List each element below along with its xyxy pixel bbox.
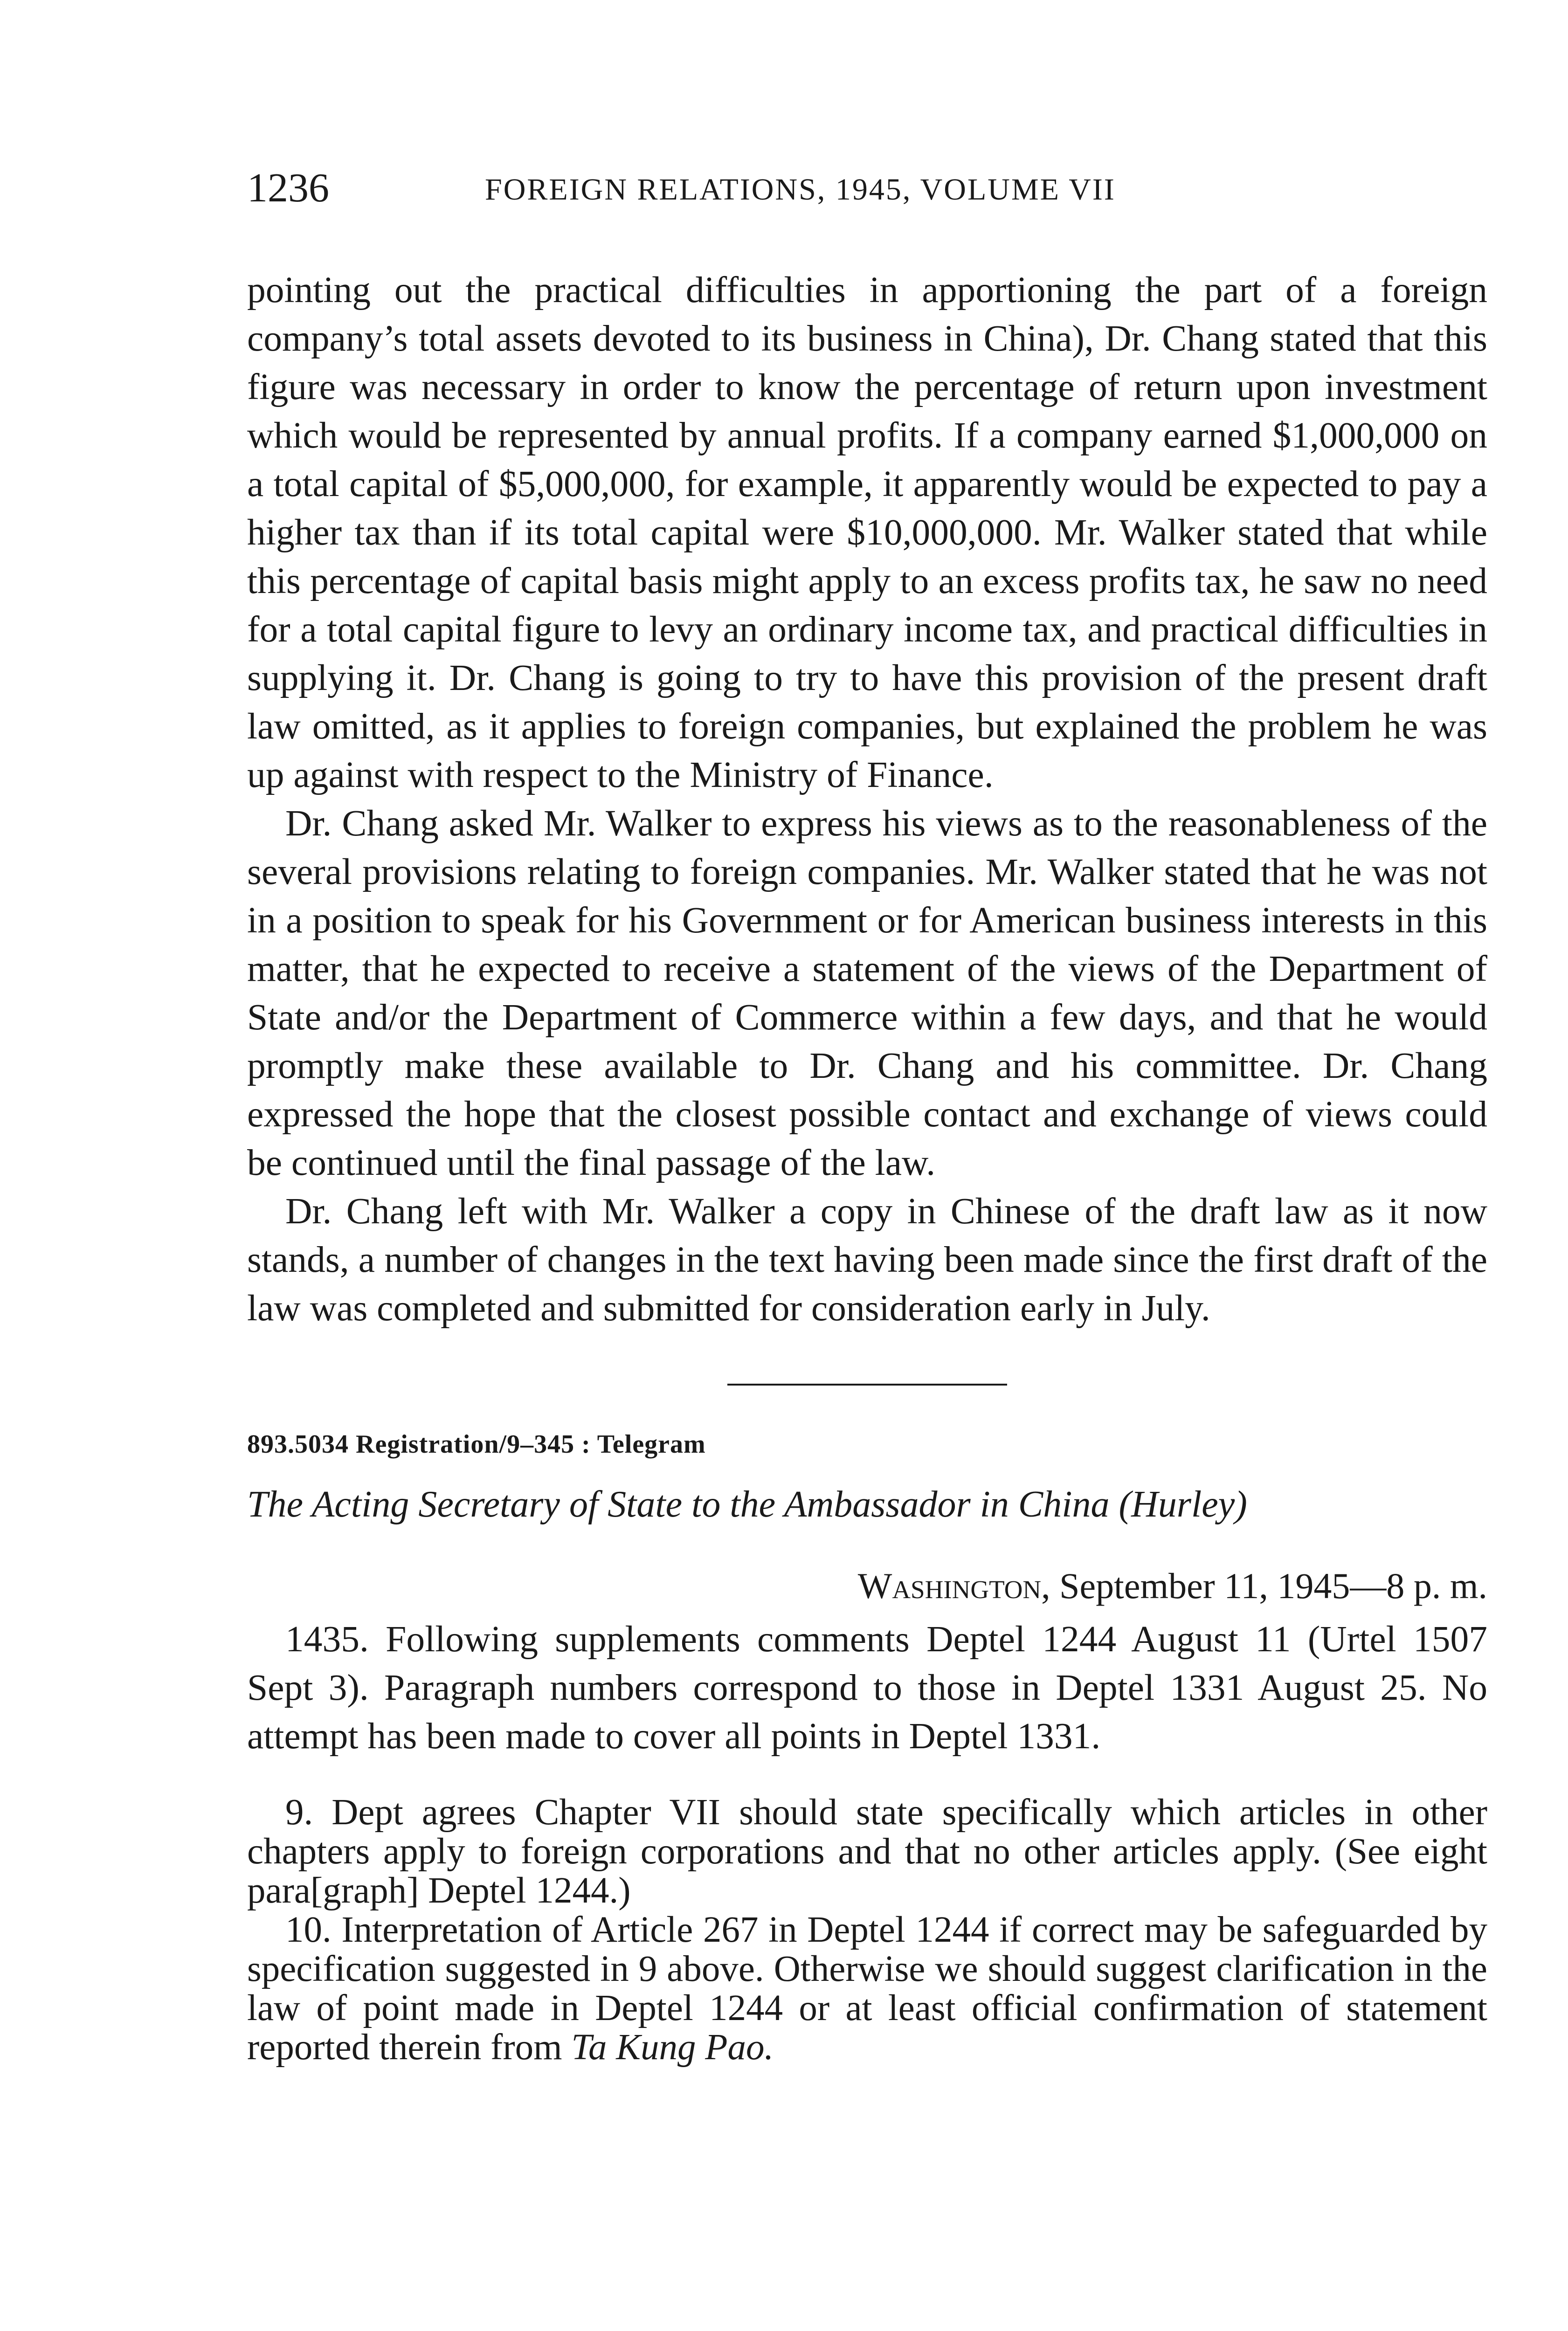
- paragraph: 1435. Following supplements comments Deptel 1244 August 11 (Urtel 1507 Sept 3). Paragraph numbers correspond to those in Deptel 1331 August 25. No attempt has been made to cover all points in Deptel 1331.: [247, 1619, 1487, 1757]
- telegram-opening: [247, 1615, 1487, 1760]
- document-heading: The Acting Secretary of State to the Ambassador in China (Hurley): [247, 1483, 1247, 1525]
- document-page: [247, 168, 1487, 2067]
- telegram-items: [247, 1793, 1487, 2067]
- paragraph-continued: pointing out the practical difficulties in apportioning the part of a foreign company’s total assets devoted to its business in China), Dr. Chang stated that this figure was necessary in order to know the percentage of return upon investment which would be represented by annual profits. If a company earned $1,000,000 on a total capital of $5,000,000, for example, it apparently would be expected to pay a higher tax than if its total capital were $10,000,000. Mr. Walker stated that while this percentage of capital basis might apply to an excess profits tax, he saw no need for a total capital figure to levy an ordinary income tax, and practical difficulties in supplying it. Dr. Chang is going to try to have this provision of the present draft law omitted, as it applies to foreign companies, but explained the problem he was up against with respect to the Ministry of Finance.: [247, 269, 1487, 795]
- paragraph: Dr. Chang left with Mr. Walker a copy in Chinese of the draft law as it now stands, a number of changes in the text having been made since the first draft of the law was completed and submitted for consideration early in July.: [247, 1191, 1487, 1329]
- page-number: 1236: [247, 166, 329, 211]
- numbered-item-10: [247, 1910, 1487, 2067]
- running-header: [247, 168, 1487, 224]
- dateline-date: , September 11, 1945—8 p. m.: [1041, 1565, 1487, 1606]
- body-text: [247, 266, 1487, 1332]
- item-10-text: 10. Interpretation of Article 267 in Deptel 1244 if correct may be safeguarded by specification suggested in 9 above. Otherwise we should suggest clarification in the law of point made in Deptel 1244 or at least official confirmation of statement reported therein from: [247, 1910, 1487, 2068]
- dateline: [247, 1564, 1487, 1608]
- paragraph: Dr. Chang asked Mr. Walker to express his views as to the reasonableness of the several provisions relating to foreign companies. Mr. Walker stated that he was not in a position to speak for his Government or for American business interests in this matter, that he expected to receive a statement of the views of the Department of State and/or the Department of Commerce within a few days, and that he would promptly make these available to Dr. Chang and his committee. Dr. Chang expressed the hope that the closest possible contact and exchange of views could be continued until the final passage of the law.: [247, 803, 1487, 1183]
- dateline-place: Washington: [857, 1565, 1042, 1606]
- section-divider: [727, 1384, 1007, 1386]
- numbered-item-9: 9. Dept agrees Chapter VII should state specifically which articles in other chapters apply to foreign corporations and that no other articles apply. (See eight para[graph] Deptel 1244.): [247, 1792, 1487, 1911]
- newspaper-title: Ta Kung Pao.: [571, 2027, 774, 2068]
- file-reference: 893.5034 Registration/9–345 : Telegram: [247, 1430, 706, 1459]
- running-title: FOREIGN RELATIONS, 1945, VOLUME VII: [485, 172, 1116, 207]
